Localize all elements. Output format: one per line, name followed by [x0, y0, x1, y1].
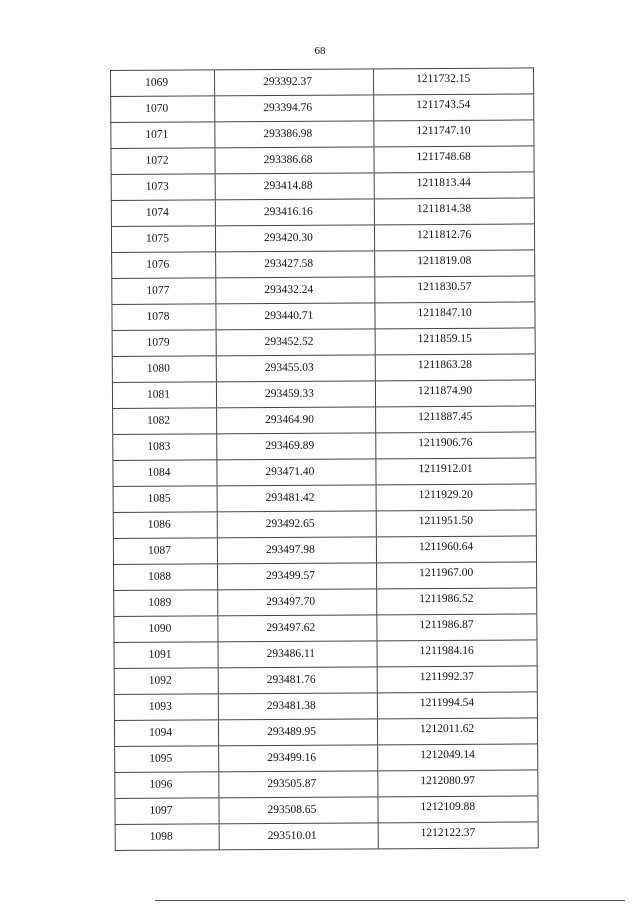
point-id-cell: 1089	[113, 590, 217, 616]
point-id-cell: 1086	[113, 512, 217, 538]
y-coordinate-cell: 1212122.37	[378, 822, 539, 848]
y-coordinate-cell: 1211748.68	[373, 146, 534, 172]
table-row	[111, 302, 535, 331]
x-coordinate-cell: 293392.37	[214, 69, 373, 95]
x-coordinate-cell: 293414.88	[215, 173, 374, 199]
x-coordinate-cell: 293492.65	[217, 511, 376, 537]
x-coordinate-cell: 293427.58	[215, 251, 374, 277]
x-coordinate-cell: 293489.95	[218, 719, 377, 745]
point-id-cell: 1098	[115, 824, 219, 850]
x-coordinate-cell: 293471.40	[216, 459, 375, 485]
x-coordinate-cell: 293481.42	[217, 485, 376, 511]
point-id-cell: 1070	[110, 96, 214, 122]
point-id-cell: 1073	[111, 174, 215, 200]
table-row	[110, 120, 534, 149]
point-id-cell: 1069	[110, 70, 214, 96]
table-row	[113, 588, 537, 617]
table-row	[111, 224, 535, 253]
point-id-cell: 1075	[111, 226, 215, 252]
point-id-cell: 1094	[114, 720, 218, 746]
x-coordinate-cell: 293386.68	[214, 147, 373, 173]
y-coordinate-cell: 1211951.50	[376, 510, 537, 536]
table-row	[111, 276, 535, 305]
table-row	[114, 744, 538, 773]
point-id-cell: 1090	[113, 616, 217, 642]
y-coordinate-cell: 1212080.97	[377, 770, 538, 796]
y-coordinate-cell: 1211863.28	[375, 354, 536, 380]
x-coordinate-cell: 293481.38	[218, 693, 377, 719]
x-coordinate-cell: 293394.76	[214, 95, 373, 121]
table-row	[112, 328, 536, 357]
point-id-cell: 1079	[112, 330, 216, 356]
bottom-rule	[155, 900, 625, 901]
y-coordinate-cell: 1211819.08	[374, 250, 535, 276]
table-row	[114, 640, 538, 669]
y-coordinate-cell: 1211986.52	[376, 588, 537, 614]
y-coordinate-cell: 1211887.45	[375, 406, 536, 432]
point-id-cell: 1084	[112, 460, 216, 486]
x-coordinate-cell: 293499.57	[217, 563, 376, 589]
y-coordinate-cell: 1211812.76	[374, 224, 535, 250]
y-coordinate-cell: 1211992.37	[377, 666, 538, 692]
table-row	[112, 406, 536, 435]
point-id-cell: 1085	[113, 486, 217, 512]
point-id-cell: 1076	[111, 252, 215, 278]
table-row	[112, 354, 536, 383]
y-coordinate-cell: 1211967.00	[376, 562, 537, 588]
x-coordinate-cell: 293420.30	[215, 225, 374, 251]
point-id-cell: 1093	[114, 694, 218, 720]
point-id-cell: 1078	[111, 304, 215, 330]
y-coordinate-cell: 1211813.44	[374, 172, 535, 198]
table-row	[112, 432, 536, 461]
x-coordinate-cell: 293440.71	[215, 303, 374, 329]
point-id-cell: 1072	[110, 148, 214, 174]
table-row	[111, 198, 535, 227]
y-coordinate-cell: 1211743.54	[373, 94, 534, 120]
table-row	[114, 692, 538, 721]
x-coordinate-cell: 293486.11	[217, 641, 376, 667]
point-id-cell: 1087	[113, 538, 217, 564]
point-id-cell: 1096	[114, 772, 218, 798]
x-coordinate-cell: 293432.24	[215, 277, 374, 303]
point-id-cell: 1080	[112, 356, 216, 382]
y-coordinate-cell: 1211847.10	[374, 302, 535, 328]
y-coordinate-cell: 1211859.15	[375, 328, 536, 354]
table-row	[114, 666, 538, 695]
x-coordinate-cell: 293455.03	[216, 355, 375, 381]
table-row	[113, 536, 537, 565]
point-id-cell: 1071	[110, 122, 214, 148]
y-coordinate-cell: 1211960.64	[376, 536, 537, 562]
table-row	[114, 796, 538, 825]
x-coordinate-cell: 293469.89	[216, 433, 375, 459]
x-coordinate-cell: 293416.16	[215, 199, 374, 225]
y-coordinate-cell: 1211986.87	[376, 614, 537, 640]
table-row	[111, 250, 535, 279]
table-row	[113, 484, 537, 513]
x-coordinate-cell: 293452.52	[216, 329, 375, 355]
y-coordinate-cell: 1211906.76	[375, 432, 536, 458]
table-row	[115, 822, 539, 851]
point-id-cell: 1081	[112, 382, 216, 408]
y-coordinate-cell: 1211984.16	[376, 640, 537, 666]
point-id-cell: 1092	[114, 668, 218, 694]
table-row	[110, 94, 534, 123]
y-coordinate-cell: 1212011.62	[377, 718, 538, 744]
x-coordinate-cell: 293464.90	[216, 407, 375, 433]
y-coordinate-cell: 1212109.88	[377, 796, 538, 822]
table-row	[113, 562, 537, 591]
y-coordinate-cell: 1211912.01	[375, 458, 536, 484]
x-coordinate-cell: 293497.98	[217, 537, 376, 563]
point-id-cell: 1097	[114, 798, 218, 824]
point-id-cell: 1088	[113, 564, 217, 590]
x-coordinate-cell: 293499.16	[218, 745, 377, 771]
y-coordinate-cell: 1211929.20	[376, 484, 537, 510]
y-coordinate-cell: 1211747.10	[373, 120, 534, 146]
x-coordinate-cell: 293508.65	[218, 797, 377, 823]
x-coordinate-cell: 293386.98	[214, 121, 373, 147]
table-row	[113, 510, 537, 539]
y-coordinate-cell: 1212049.14	[377, 744, 538, 770]
table-row	[110, 67, 534, 97]
x-coordinate-cell: 293459.33	[216, 381, 375, 407]
x-coordinate-cell: 293497.62	[217, 615, 376, 641]
x-coordinate-cell: 293505.87	[218, 771, 377, 797]
y-coordinate-cell: 1211732.15	[373, 68, 534, 94]
y-coordinate-cell: 1211814.38	[374, 198, 535, 224]
point-id-cell: 1074	[111, 200, 215, 226]
y-coordinate-cell: 1211830.57	[374, 276, 535, 302]
page-number: 68	[314, 45, 326, 57]
table-row	[114, 770, 538, 799]
table-row	[112, 458, 536, 487]
y-coordinate-cell: 1211994.54	[377, 692, 538, 718]
x-coordinate-cell: 293497.70	[217, 589, 376, 615]
point-id-cell: 1077	[111, 278, 215, 304]
table-row	[110, 146, 534, 175]
point-id-cell: 1091	[114, 642, 218, 668]
table-row	[112, 380, 536, 409]
point-id-cell: 1083	[112, 434, 216, 460]
table-row	[113, 614, 537, 643]
table-row	[114, 718, 538, 747]
point-id-cell: 1082	[112, 408, 216, 434]
coordinate-table	[110, 67, 539, 851]
x-coordinate-cell: 293481.76	[218, 667, 377, 693]
x-coordinate-cell: 293510.01	[219, 823, 378, 849]
point-id-cell: 1095	[114, 746, 218, 772]
table-row	[111, 172, 535, 201]
y-coordinate-cell: 1211874.90	[375, 380, 536, 406]
